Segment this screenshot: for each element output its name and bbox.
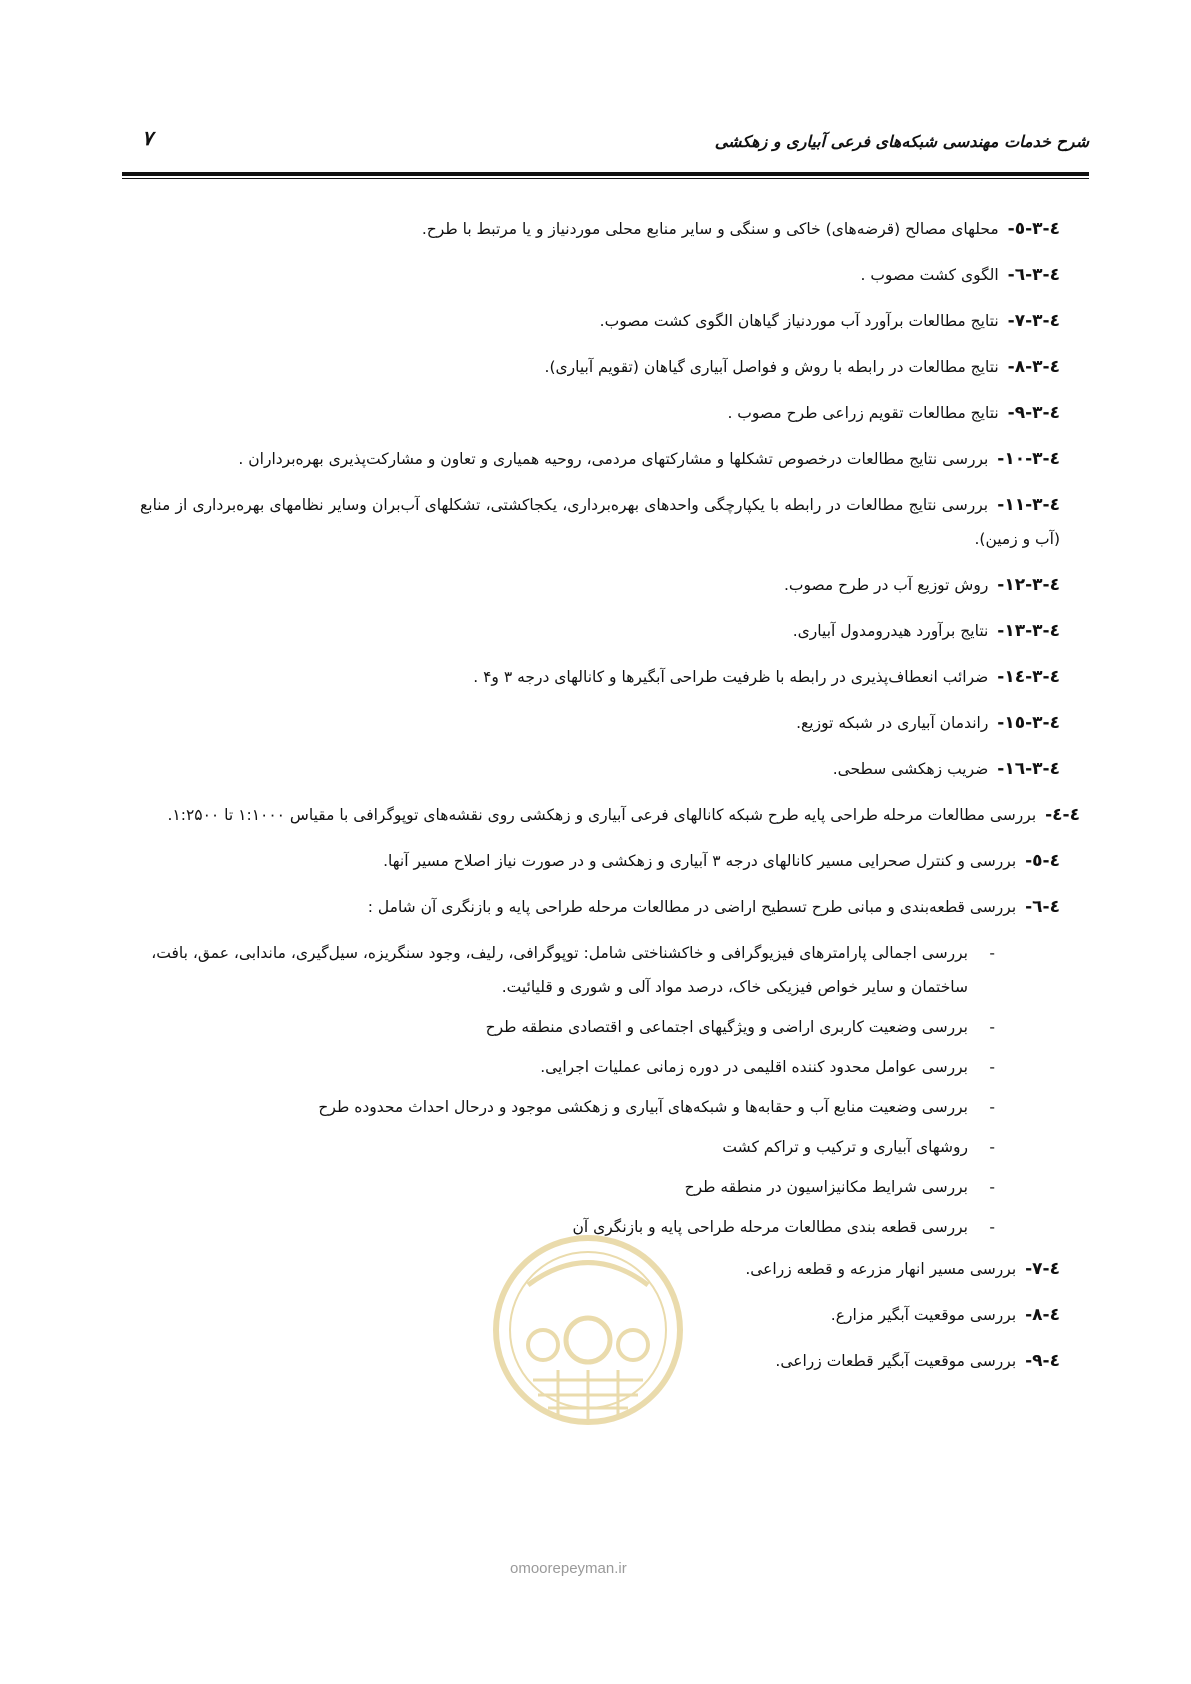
list-item [140, 1130, 1080, 1164]
item-number: ٤-٥- [1025, 851, 1060, 871]
bullet-dash: - [989, 1018, 995, 1036]
item-number: ٤-٣-١٢- [997, 575, 1060, 595]
bullet-text: بررسی قطعه بندی مطالعات مرحله طراحی پایه و بازنگری آن [572, 1218, 968, 1236]
bullet-dash: - [989, 1218, 995, 1236]
bullet-dash: - [989, 944, 995, 962]
document-body [140, 212, 1080, 1390]
item-number: ٤-٣-٥- [1007, 219, 1060, 239]
item-number: ٤-٣-٨- [1007, 357, 1060, 377]
page-header [122, 118, 1089, 174]
header-rule-thin [122, 178, 1089, 179]
item-number: ٤-٧- [1025, 1259, 1060, 1279]
bullet-text: بررسی اجمالی پارامترهای فیزیوگرافی و خاکشناختی شامل: توپوگرافی، رلیف، وجود سنگریزه، سیل‌گیری، ماندابی، عمق، بافت، ساختمان و سایر خواص فیزیکی خاک، درصد مواد آلی و شوری و قلیائیت. [151, 944, 968, 996]
watermark-url: omoorepeyman.ir [510, 1560, 627, 1577]
item-text: بررسی موقعیت آبگیر قطعات زراعی. [775, 1352, 1017, 1370]
item-number: ٤-٣-١٦- [997, 759, 1060, 779]
item-text: بررسی و کنترل صحرایی مسیر کانالهای درجه ۳ آبیاری و زهکشی و در صورت نیاز اصلاح مسیر آنها. [383, 852, 1017, 870]
item-4-6 [140, 890, 1060, 924]
list-item [120, 936, 1080, 1004]
item-text: نتایج مطالعات در رابطه با روش و فواصل آبیاری گیاهان (تقویم آبیاری). [544, 358, 999, 376]
item-4-4 [140, 798, 1080, 832]
item-4-3-13 [140, 614, 1060, 648]
item-number: ٤-٣-٩- [1007, 403, 1060, 423]
bullet-text: بررسی وضعیت منابع آب و حقابه‌ها و شبکه‌های آبیاری و زهکشی موجود و درحال احداث محدوده طرح [318, 1098, 968, 1116]
item-text: راندمان آبیاری در شبکه توزیع. [796, 714, 989, 732]
item-number: ٤-٣-١٣- [997, 621, 1060, 641]
bullet-text: بررسی عوامل محدود کننده اقلیمی در دوره زمانی عملیات اجرایی. [540, 1058, 968, 1076]
item-4-3-7 [140, 304, 1060, 338]
item-text: نتایج برآورد هیدرومدول آبیاری. [792, 622, 989, 640]
bullet-list [140, 936, 1080, 1244]
item-4-3-5 [140, 212, 1060, 246]
item-number: ٤-٩- [1025, 1351, 1060, 1371]
list-item [140, 1170, 1080, 1204]
item-text: بررسی مسیر انهار مزرعه و قطعه زراعی. [745, 1260, 1017, 1278]
item-4-3-10 [140, 442, 1060, 476]
item-text: الگوی کشت مصوب . [860, 266, 999, 284]
bullet-dash: - [989, 1138, 995, 1156]
item-4-3-8 [140, 350, 1060, 384]
item-4-3-16 [140, 752, 1060, 786]
item-4-3-6 [140, 258, 1060, 292]
item-text: نتایج مطالعات تقویم زراعی طرح مصوب . [727, 404, 999, 422]
item-number: ٤-٨- [1025, 1305, 1060, 1325]
item-text: روش توزیع آب در طرح مصوب. [783, 576, 989, 594]
item-number: ٤-٦- [1025, 897, 1060, 917]
bullet-dash: - [989, 1058, 995, 1076]
item-text: بررسی موقعیت آبگیر مزارع. [830, 1306, 1017, 1324]
item-4-3-15 [140, 706, 1060, 740]
item-number: ٤-٣-١١- [997, 495, 1060, 515]
list-item [140, 1090, 1080, 1124]
item-number: ٤-٣-١٥- [997, 713, 1060, 733]
item-number: ٤-٣-٧- [1007, 311, 1060, 331]
item-number: ٤-٣-١٤- [997, 667, 1060, 687]
document-title: شرح خدمات مهندسی شبکه‌های فرعی آبیاری و زهکشی [714, 132, 1089, 151]
item-4-3-11 [140, 488, 1060, 556]
item-text: ضریب زهکشی سطحی. [832, 760, 989, 778]
bullet-text: روشهای آبیاری و ترکیب و تراکم کشت [722, 1138, 968, 1156]
bullet-dash: - [989, 1178, 995, 1196]
page-number: ۷ [142, 126, 153, 150]
item-number: ٤-٣-٦- [1007, 265, 1060, 285]
list-item [140, 1010, 1080, 1044]
item-number: ٤-٤- [1045, 805, 1080, 825]
bullet-text: بررسی شرایط مکانیزاسیون در منطقه طرح [684, 1178, 968, 1196]
item-number: ٤-٣-١٠- [997, 449, 1060, 469]
item-4-3-12 [140, 568, 1060, 602]
item-text: بررسی قطعه‌بندی و مبانی طرح تسطیح اراضی در مطالعات مرحله طراحی پایه و بازنگری آن شامل : [367, 898, 1017, 916]
list-item [140, 1050, 1080, 1084]
item-4-5 [140, 844, 1060, 878]
item-text: ضرائب انعطاف‌پذیری در رابطه با ظرفیت طراحی آبگیرها و کانالهای درجه ۳ و۴ . [473, 668, 989, 686]
bullet-text: بررسی وضعیت کاربری اراضی و ویژگیهای اجتماعی و اقتصادی منطقه طرح [485, 1018, 968, 1036]
item-text: بررسی مطالعات مرحله طراحی پایه طرح شبکه کانالهای فرعی آبیاری و زهکشی روی نقشه‌های توپوگرافی با مقیاس ۱:۱۰۰۰ تا ۱:۲۵۰۰. [167, 806, 1037, 824]
bullet-dash: - [989, 1098, 995, 1116]
item-text: بررسی نتایج مطالعات در رابطه با یکپارچگی واحدهای بهره‌برداری، یکجاکشتی، تشکلهای آب‌بران وسایر نظامهای بهره‌برداری از منابع (آب و زمین). [140, 496, 1060, 548]
item-text: نتایج مطالعات برآورد آب موردنیاز گیاهان الگوی کشت مصوب. [599, 312, 999, 330]
item-text: محلهای مصالح (قرضه‌های) خاکی و سنگی و سایر منابع محلی موردنیاز و یا مرتبط با طرح. [421, 220, 999, 238]
watermark-seal-icon [488, 1230, 688, 1430]
item-text: بررسی نتایج مطالعات درخصوص تشکلها و مشارکتهای مردمی، روحیه همیاری و تعاون و مشارکت‌پذیری بهره‌برداران . [238, 450, 989, 468]
header-rule [122, 172, 1089, 176]
item-4-3-9 [140, 396, 1060, 430]
item-4-3-14 [140, 660, 1060, 694]
